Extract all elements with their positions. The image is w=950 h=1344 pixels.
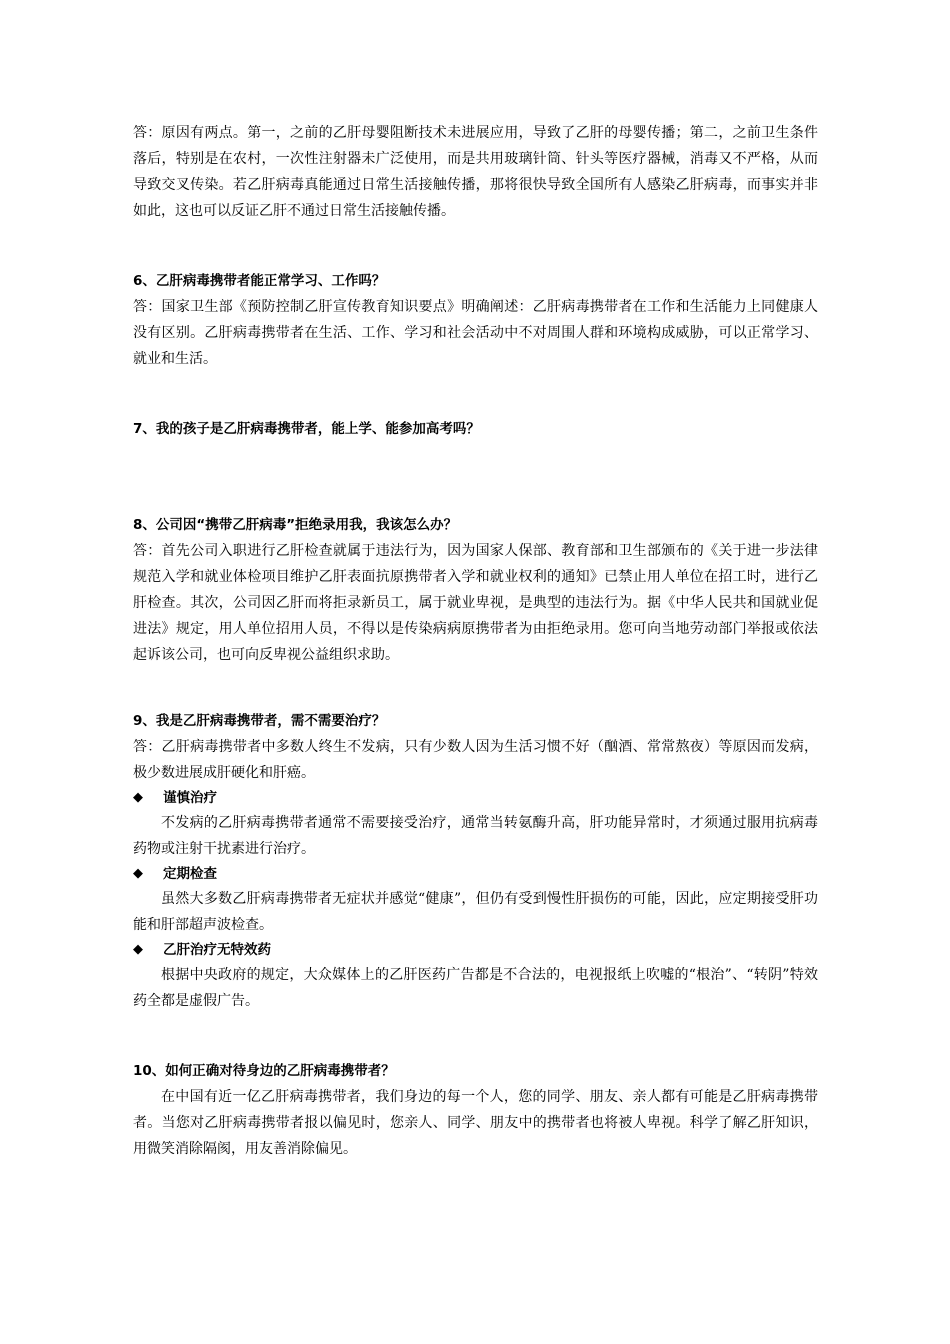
question-10	[133, 1058, 818, 1162]
diamond-bullet-icon: ◆	[133, 942, 143, 957]
bullet-label: 乙肝治疗无特效药	[163, 942, 271, 958]
question-7	[133, 416, 818, 442]
question-8-title: 8、公司因“携带乙肝病毒”拒绝录用我，我该怎么办？	[133, 517, 458, 533]
bullet-label: 定期检查	[163, 866, 217, 882]
bullet-text: 不发病的乙肝病毒携带者通常不需要接受治疗，通常当转氨酶升高，肝功能异常时，才须通过服用抗病毒药物或注射干扰素进行治疗。	[133, 815, 818, 857]
bullet-item-regular-checkup	[133, 862, 818, 886]
question-6-title: 6、乙肝病毒携带者能正常学习、工作吗？	[133, 273, 386, 289]
question-10-title: 10、如何正确对待身边的乙肝病毒携带者？	[133, 1063, 395, 1079]
diamond-bullet-icon: ◆	[133, 866, 143, 881]
question-8	[133, 512, 818, 668]
question-6	[133, 268, 818, 372]
question-7-title: 7、我的孩子是乙肝病毒携带者，能上学、能参加高考吗？	[133, 421, 480, 437]
document-page	[133, 120, 818, 1162]
bullet-text: 虽然大多数乙肝病毒携带者无症状并感觉“健康”，但仍有受到慢性肝损伤的可能，因此，应定期接受肝功能和肝部超声波检查。	[133, 891, 818, 933]
question-8-answer: 答：首先公司入职进行乙肝检查就属于违法行为，因为国家人保部、教育部和卫生部颁布的《关于进一步法律规范入学和就业体检项目维护乙肝表面抗原携带者入学和就业权利的通知》已禁止用人单位在招工时，进行乙肝检查。其次，公司因乙肝而将拒录新员工，属于就业卑视，是典型的违法行为。据《中华人民共和国就业促进法》规定，用人单位招用人员，不得以是传染病病原携带者为由拒绝录用。您可向当地劳动部门举报或依法起诉该公司，也可向反卑视公益组织求助。	[133, 543, 818, 663]
diamond-bullet-icon: ◆	[133, 790, 143, 805]
question-6-answer: 答：国家卫生部《预防控制乙肝宣传教育知识要点》明确阐述：乙肝病毒携带者在工作和生活能力上同健康人没有区别。乙肝病毒携带者在生活、工作、学习和社会活动中不对周围人群和环境构成威胁，可以正常学习、就业和生活。	[133, 299, 818, 367]
bullet-label: 谨慎治疗	[163, 790, 217, 806]
question-9	[133, 708, 818, 1014]
question-10-answer: 在中国有近一亿乙肝病毒携带者，我们身边的每一个人，您的同学、朋友、亲人都有可能是乙肝病毒携带者。当您对乙肝病毒携带者报以偏见时，您亲人、同学、朋友中的携带者也将被人卑视。科学了解乙肝知识，用微笑消除隔阂，用友善消除偏见。	[133, 1089, 818, 1157]
question-9-answer: 答：乙肝病毒携带者中多数人终生不发病，只有少数人因为生活习惯不好（酗酒、常常熬夜）等原因而发病，极少数进展成肝硬化和肝癌。	[133, 739, 818, 781]
bullet-item-careful-treatment	[133, 786, 818, 810]
bullet-text: 根据中央政府的规定，大众媒体上的乙肝医药广告都是不合法的，电视报纸上吹嘘的“根治”、“转阴”特效药全都是虚假广告。	[133, 967, 818, 1009]
intro-answer: 答：原因有两点。第一，之前的乙肝母婴阻断技术未进展应用，导致了乙肝的母婴传播；第二，之前卫生条件落后，特别是在农村，一次性注射器未广泛使用，而是共用玻璃针筒、针头等医疗器械，消毒又不严格，从而导致交叉传染。若乙肝病毒真能通过日常生活接触传播，那将很快导致全国所有人感染乙肝病毒，而事实并非如此，这也可以反证乙肝不通过日常生活接触传播。	[133, 125, 818, 219]
bullet-item-no-special-medicine	[133, 938, 818, 962]
question-9-title: 9、我是乙肝病毒携带者，需不需要治疗？	[133, 713, 386, 729]
